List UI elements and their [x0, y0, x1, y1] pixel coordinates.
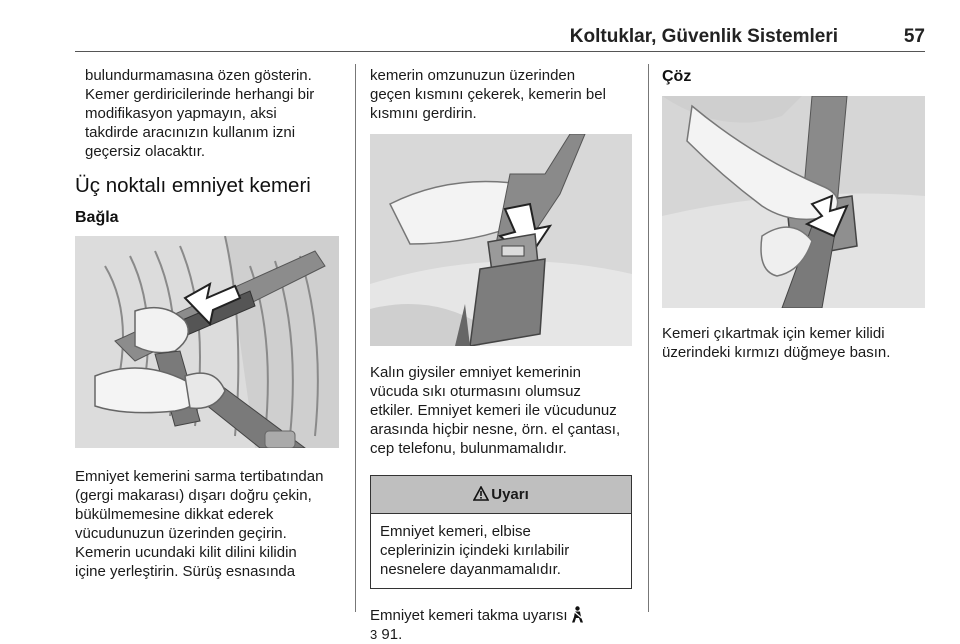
intro-paragraph: [75, 66, 340, 161]
text-line: kemerin omzunuzun üzerinden: [370, 67, 576, 84]
text-line: (gergi makarası) dışarı doğru çekin,: [75, 487, 312, 504]
text-line: Emniyet kemeri, elbise: [380, 523, 531, 540]
column-divider-right: [648, 64, 649, 612]
reference-line: [370, 625, 634, 644]
warning-triangle-icon: [473, 486, 489, 501]
column-1: [75, 66, 340, 581]
text-line: üzerindeki kırmızı düğmeye basın.: [662, 344, 891, 361]
text-line: içine yerleştirin. Sürüş esnasında: [75, 563, 296, 580]
text-line: takdirde aracınızın kullanım izni: [85, 124, 296, 141]
text-line: nesnelere dayanmamalıdır.: [380, 561, 561, 578]
reminder-line: [370, 606, 634, 625]
fasten-instructions: [75, 467, 340, 581]
text-line: kısmını gerdirin.: [370, 105, 477, 122]
page-number: 57: [903, 26, 925, 47]
warning-body: [371, 514, 631, 588]
text-line: modifikasyon yapmayın, aksi: [85, 105, 277, 122]
tighten-belt-illustration: [370, 134, 632, 346]
column-divider-left: [355, 64, 356, 612]
section-heading: Üç noktalı emniyet kemeri: [75, 174, 311, 197]
release-instructions: [662, 324, 927, 362]
seatbelt-icon: [571, 606, 584, 623]
subheading-fasten: Bağla: [75, 209, 119, 226]
text-line: cep telefonu, bulunmamalıdır.: [370, 440, 567, 457]
text-line: bükülmemesine dikkat ederek: [75, 506, 274, 523]
text-line: geçen kısmını çekerek, kemerin bel: [370, 86, 606, 103]
text-line: Emniyet kemerini sarma tertibatından: [75, 468, 324, 485]
header-rule: [75, 51, 925, 52]
text-line: Kemerin ucundaki kilit dilini kilidin: [75, 544, 297, 561]
text-line: ceplerinizin içindeki kırılabilir: [380, 542, 570, 559]
reference-page-link[interactable]: 91.: [381, 626, 403, 643]
text-line: arasında hiçbir nesne, örn. el çantası,: [370, 421, 621, 438]
text-line: geçersiz olacaktır.: [85, 143, 206, 160]
reminder-paragraph: [370, 606, 634, 644]
header-title: Koltuklar, Güvenlik Sistemleri: [569, 26, 838, 47]
text-line: Kemeri çıkartmak için kemer kilidi: [662, 325, 885, 342]
text-line: vücuda sıkı oturmasını olumsuz: [370, 383, 581, 400]
text-line: bulundurmamasına özen gösterin.: [85, 67, 312, 84]
tighten-paragraph: [370, 66, 634, 123]
warning-title: Uyarı: [491, 486, 529, 503]
fasten-belt-illustration: [75, 236, 339, 448]
text-line: etkiler. Emniyet kemeri ile vücudunuz: [370, 402, 617, 419]
text-line: vücudunuzun üzerinden geçirin.: [75, 525, 287, 542]
reference-arrow-icon: 3: [370, 627, 378, 642]
subheading-release: Çöz: [662, 68, 692, 85]
column-3: [662, 66, 927, 362]
warning-box: [370, 475, 632, 589]
column-2: [370, 66, 634, 644]
reminder-text: Emniyet kemeri takma uyarısı: [370, 607, 568, 624]
release-belt-illustration: [662, 96, 925, 308]
warning-header: [371, 476, 631, 514]
text-line: Kalın giysiler emniyet kemerinin: [370, 364, 581, 381]
clothing-paragraph: [370, 363, 634, 458]
text-line: Kemer gerdiricilerinde herhangi bir: [85, 86, 315, 103]
